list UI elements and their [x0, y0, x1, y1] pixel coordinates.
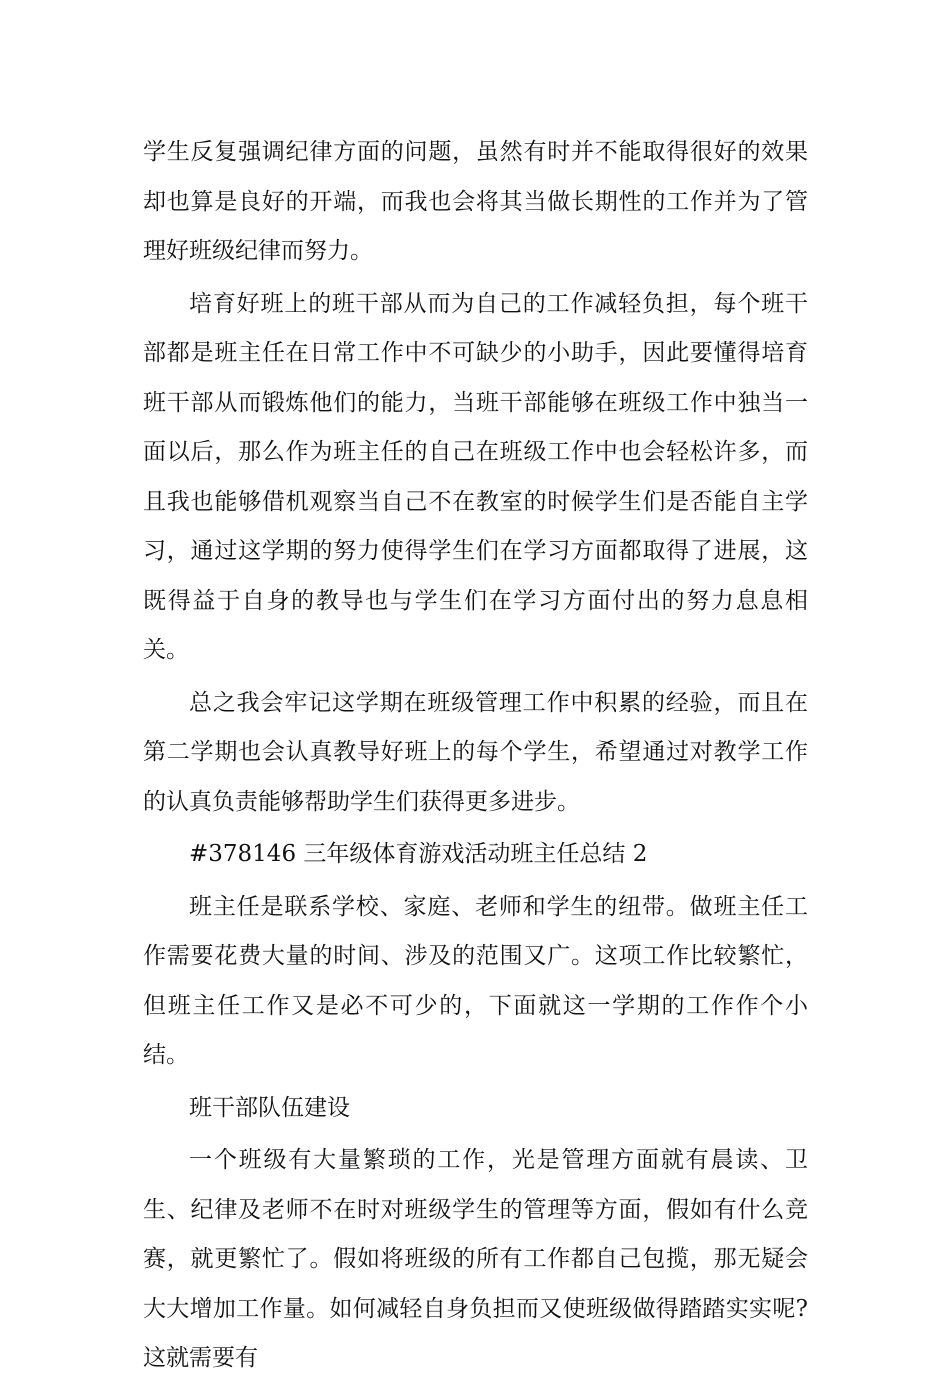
paragraph-2: 培育好班上的班干部从而为自己的工作减轻负担，每个班干部都是班主任在日常工作中不可缺少的小助手，因此要懂得培育班干部从而锻炼他们的能力，当班干部能够在班级工作中独当一面以后，那么作为班主任的自己在班级工作中也会轻松许多，而且我也能够借机观察当自己不在教室的时候学生们是否能自主学习，通过这学期的努力使得学生们在学习方面都取得了进展，这既得益于自身的教导也与学生们在学习方面付出的努力息息相关。 [143, 290, 808, 663]
document-body [143, 128, 808, 1387]
paragraph-1: 学生反复强调纪律方面的问题，虽然有时并不能取得很好的效果却也算是良好的开端，而我也会将其当做长期性的工作并为了管理好班级纪律而努力。 [143, 139, 808, 264]
paragraph-3: 总之我会牢记这学期在班级管理工作中积累的经验，而且在第二学期也会认真教导好班上的每个学生，希望通过对教学工作的认真负责能够帮助学生们获得更多进步。 [143, 689, 808, 815]
paragraph-5: 一个班级有大量繁琐的工作，光是管理方面就有晨读、卫生、纪律及老师不在时对班级学生的管理等方面，假如有什么竞赛，就更繁忙了。假如将班级的所有工作都自己包揽，那无疑会大大增加工作量。如何减轻自身负担而又使班级做得踏踏实实呢?这就需要有 [143, 1147, 808, 1371]
section-title: #378146 三年级体育游戏活动班主任总结 2 [189, 841, 648, 867]
subsection-heading: 班干部队伍建设 [189, 1094, 350, 1121]
paragraph-4: 班主任是联系学校、家庭、老师和学生的纽带。做班主任工作需要花费大量的时间、涉及的范围又广。这项工作比较繁忙，但班主任工作又是必不可少的，下面就这一学期的工作作个小结。 [143, 893, 808, 1068]
